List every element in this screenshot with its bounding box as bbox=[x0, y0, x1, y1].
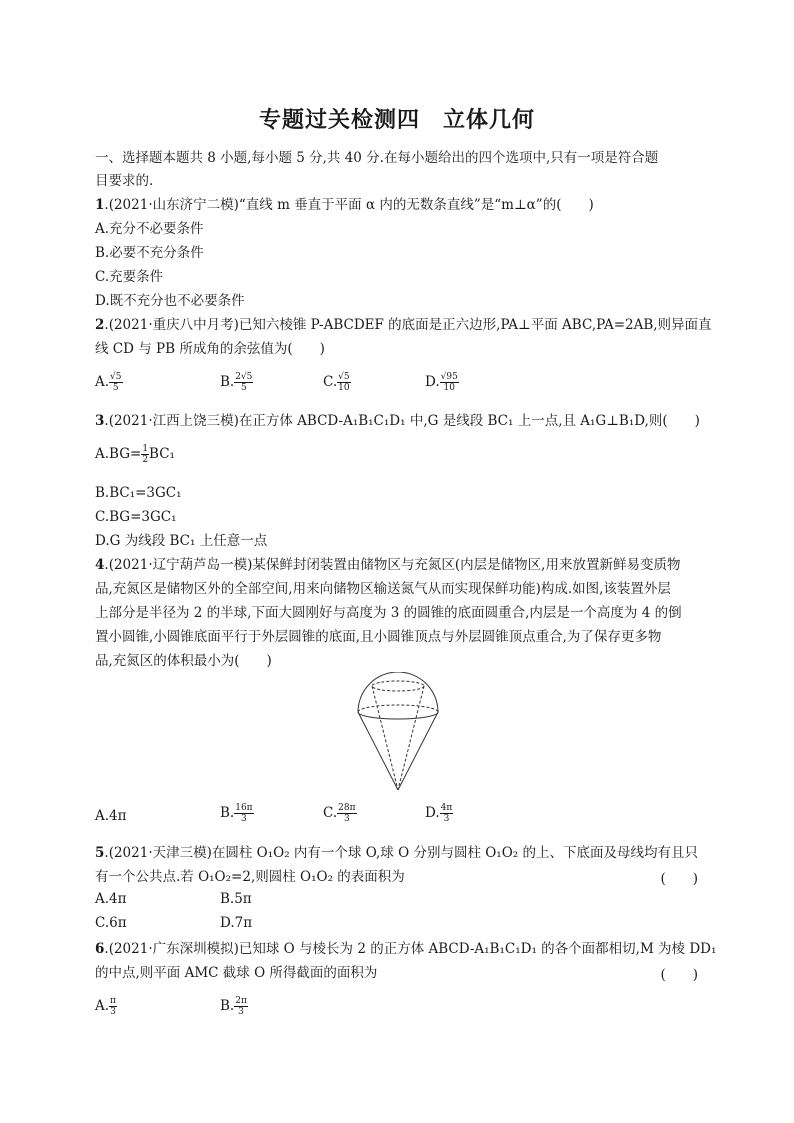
question-2-stem-cont: 线 CD 与 PB 所成角的余弦值为( ) bbox=[95, 341, 325, 357]
numerator: 2π bbox=[235, 996, 247, 1006]
q4-option-b bbox=[220, 803, 254, 824]
denominator: 10 bbox=[443, 383, 455, 393]
question-4-line-4: 置小圆锥,小圆锥底面平行于外层圆锥的底面,且小圆锥顶点与外层圆锥顶点重合,为了保存更多物 bbox=[95, 629, 662, 645]
option-label: D. bbox=[425, 805, 440, 821]
numerator: 28π bbox=[338, 803, 356, 813]
option-label: A. bbox=[95, 374, 110, 390]
question-source: .(2021·山东济宁二模) bbox=[104, 197, 239, 213]
numerator: 4π bbox=[440, 803, 453, 813]
q2-option-b bbox=[220, 372, 253, 393]
denominator: 5 bbox=[112, 383, 119, 393]
numerator: π bbox=[110, 996, 116, 1006]
q6-option-a bbox=[95, 996, 117, 1017]
inner-cone-base bbox=[372, 681, 424, 691]
answer-paren: ( ) bbox=[660, 967, 698, 983]
fraction bbox=[440, 372, 459, 393]
option-label: B. bbox=[220, 805, 235, 821]
fraction bbox=[109, 996, 117, 1017]
inner-cone-left-edge bbox=[372, 686, 398, 790]
fraction bbox=[337, 372, 350, 393]
answer-paren: ( ) bbox=[660, 871, 698, 887]
fraction bbox=[109, 372, 122, 393]
fraction bbox=[141, 444, 149, 465]
question-4-line-5: 品,充氮区的体积最小为( ) bbox=[95, 653, 272, 669]
question-4-line-2: 品,充氮区是储物区外的全部空间,用来向储物区输送氮气从而实现保鲜功能)构成.如图,该装置外层 bbox=[95, 581, 671, 597]
q3-option-c: C.BG=3GC₁ bbox=[95, 509, 177, 525]
section-header-cont: 目要求的. bbox=[95, 173, 154, 189]
q5-option-c: C.6π bbox=[95, 915, 127, 931]
denominator: 3 bbox=[241, 814, 247, 824]
q4-option-c bbox=[323, 803, 357, 824]
question-number: 4 bbox=[95, 557, 105, 573]
fraction bbox=[440, 803, 454, 824]
question-number: 1 bbox=[95, 197, 105, 213]
question-text: “直线 m 垂直于平面 α 内的无数条直线”是“m⊥α”的( ) bbox=[238, 197, 594, 213]
q1-option-b: B.必要不充分条件 bbox=[95, 245, 204, 261]
question-2-stem bbox=[95, 315, 712, 335]
denominator: 3 bbox=[443, 814, 450, 824]
numerator: 2√5 bbox=[235, 372, 253, 382]
question-text: 在圆柱 O₁O₂ 内有一个球 O,球 O 分别与圆柱 O₁O₂ 的上、下底面及母线均有且只 bbox=[211, 845, 698, 861]
question-source: .(2021·重庆八中月考) bbox=[104, 317, 239, 333]
question-6-line-2: 的中点,则平面 AMC 截球 O 所得截面的面积为 bbox=[95, 965, 378, 981]
denominator: 3 bbox=[343, 814, 350, 824]
hemisphere-outline bbox=[358, 672, 438, 712]
hemisphere-cone-figure bbox=[355, 672, 441, 794]
numerator: 16π bbox=[235, 803, 253, 813]
fraction bbox=[337, 803, 356, 824]
question-text: 已知球 O 与棱长为 2 的正方体 ABCD-A₁B₁C₁D₁ 的各个面都相切,M 为棱 DD₁ bbox=[238, 941, 717, 957]
q2-option-c bbox=[323, 372, 351, 393]
q3-option-d: D.G 为线段 BC₁ 上任意一点 bbox=[95, 533, 268, 549]
option-label: A. bbox=[95, 998, 110, 1014]
question-source: .(2021·辽宁葫芦岛一模) bbox=[104, 557, 253, 573]
q3-option-a bbox=[95, 444, 175, 465]
q4-option-a: A.4π bbox=[95, 808, 127, 824]
question-text: 已知六棱锥 P-ABCDEF 的底面是正六边形,PA⊥平面 ABC,PA=2AB,则异面直 bbox=[238, 317, 712, 333]
base-ellipse-back bbox=[358, 705, 438, 712]
option-label: C. bbox=[323, 805, 338, 821]
fraction bbox=[234, 803, 253, 824]
question-4-stem bbox=[95, 555, 680, 575]
numerator: √5 bbox=[338, 372, 350, 382]
outer-cone-left-edge bbox=[358, 712, 398, 790]
question-1-stem bbox=[95, 195, 594, 215]
q5-option-b: B.5π bbox=[220, 891, 252, 907]
q2-option-d bbox=[425, 372, 459, 393]
question-number: 3 bbox=[95, 413, 105, 429]
q6-option-b bbox=[220, 996, 248, 1017]
outer-cone-right-edge bbox=[398, 712, 438, 790]
q4-option-d bbox=[425, 803, 453, 824]
q2-option-a bbox=[95, 372, 123, 393]
option-label: B. bbox=[220, 374, 235, 390]
question-source: .(2021·天津三模) bbox=[104, 845, 212, 861]
q5-option-a: A.4π bbox=[95, 891, 127, 907]
question-number: 2 bbox=[95, 317, 105, 333]
q1-option-a: A.充分不必要条件 bbox=[95, 221, 204, 237]
denominator: 3 bbox=[110, 1007, 116, 1017]
denominator: 5 bbox=[240, 383, 247, 393]
question-5-stem bbox=[95, 843, 698, 863]
option-label: B. bbox=[220, 998, 235, 1014]
question-3-stem bbox=[95, 411, 700, 431]
question-source: .(2021·广东深圳模拟) bbox=[104, 941, 239, 957]
section-header: 一、选择题本题共 8 小题,每小题 5 分,共 40 分.在每小题给出的四个选项中,只有一项是符合题 bbox=[95, 150, 659, 166]
question-source: .(2021·江西上饶三模) bbox=[104, 413, 239, 429]
q5-option-d: D.7π bbox=[220, 915, 253, 931]
q1-option-c: C.充要条件 bbox=[95, 269, 164, 285]
page-title: 专题过关检测四 立体几何 bbox=[258, 108, 535, 133]
numerator: 1 bbox=[142, 444, 149, 454]
numerator: √5 bbox=[110, 372, 122, 382]
numerator: √95 bbox=[440, 372, 458, 382]
denominator: 3 bbox=[238, 1007, 244, 1017]
denominator: 10 bbox=[338, 383, 350, 393]
question-number: 5 bbox=[95, 845, 105, 861]
option-label: C. bbox=[323, 374, 338, 390]
fraction bbox=[234, 372, 253, 393]
question-6-stem bbox=[95, 939, 716, 959]
question-4-line-3: 上部分是半径为 2 的半球,下面大圆刚好与高度为 3 的圆锥的底面圆重合,内层是一个高度为 4 的倒 bbox=[95, 605, 682, 621]
q3-option-b: B.BC₁=3GC₁ bbox=[95, 485, 182, 501]
option-label: D. bbox=[425, 374, 440, 390]
fraction bbox=[234, 996, 248, 1017]
denominator: 2 bbox=[142, 455, 149, 465]
question-text: 某保鲜封闭装置由储物区与充氮区(内层是储物区,用来放置新鲜易变质物 bbox=[252, 557, 681, 573]
question-5-line-2: 有一个公共点.若 O₁O₂=2,则圆柱 O₁O₂ 的表面积为 bbox=[95, 869, 405, 885]
question-text: 在正方体 ABCD-A₁B₁C₁D₁ 中,G 是线段 BC₁ 上一点,且 A₁G⊥B₁D,则( ) bbox=[238, 413, 700, 429]
q1-option-d: D.既不充分也不必要条件 bbox=[95, 293, 245, 309]
option-text: BC₁ bbox=[149, 446, 175, 462]
base-ellipse-front bbox=[358, 712, 438, 719]
question-number: 6 bbox=[95, 941, 105, 957]
option-label: A.BG= bbox=[95, 446, 142, 462]
inner-cone-right-edge bbox=[398, 686, 424, 790]
